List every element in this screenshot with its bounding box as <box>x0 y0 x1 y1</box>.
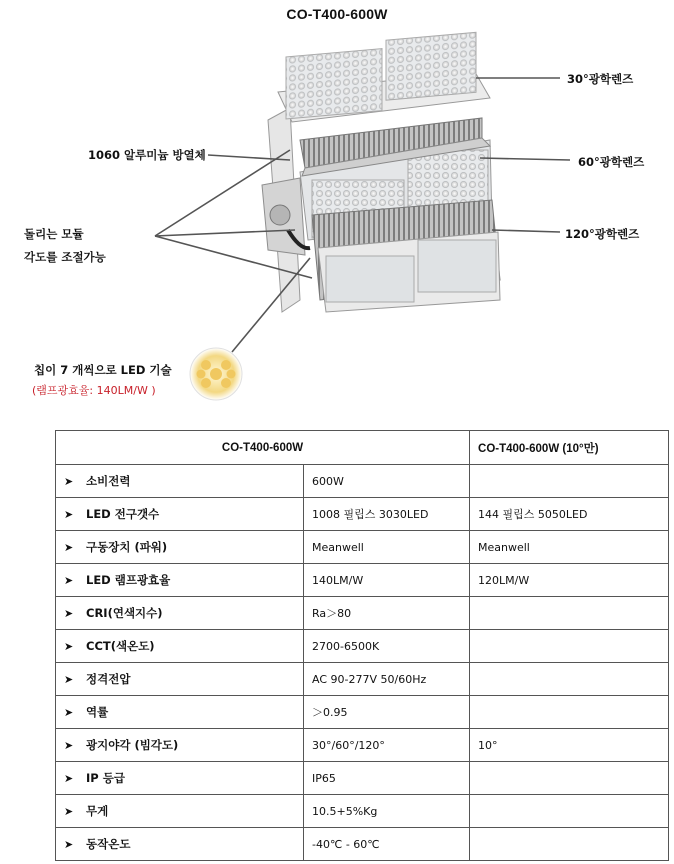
row-value: -40℃ - 60℃ <box>304 828 470 861</box>
bullet-arrow-icon: ➤ <box>64 740 74 752</box>
bullet-arrow-icon: ➤ <box>64 773 74 785</box>
bullet-arrow-icon: ➤ <box>64 542 74 554</box>
table-row <box>56 498 669 531</box>
row-value: 10.5+5%Kg <box>304 795 470 828</box>
label-lens-120: 120°광학렌즈 <box>565 227 640 241</box>
row-value-10deg <box>470 762 669 795</box>
row-label-cell <box>56 828 304 861</box>
row-value-10deg <box>470 663 669 696</box>
table-row <box>56 795 669 828</box>
label-rotate-1: 돌리는 모듈 <box>24 227 84 241</box>
table-row <box>56 597 669 630</box>
label-lens-60: 60°광학렌즈 <box>578 155 645 169</box>
label-chip: 칩이 7 개씩으로 LED 기술 <box>34 363 172 377</box>
row-label: 무게 <box>86 804 109 818</box>
row-label-cell <box>56 762 304 795</box>
spec-table <box>55 430 669 861</box>
bullet-arrow-icon: ➤ <box>64 575 74 587</box>
row-value-10deg: 120LM/W <box>470 564 669 597</box>
bullet-arrow-icon: ➤ <box>64 707 74 719</box>
row-value-10deg <box>470 828 669 861</box>
row-label-cell <box>56 663 304 696</box>
row-label: LED 전구갯수 <box>86 507 160 521</box>
row-label-cell <box>56 465 304 498</box>
table-header-row <box>56 431 669 465</box>
row-value: AC 90-277V 50/60Hz <box>304 663 470 696</box>
label-rotate-2: 각도를 조절가능 <box>24 250 106 264</box>
row-value: Ra＞80 <box>304 597 470 630</box>
row-label-cell <box>56 531 304 564</box>
row-label: 광지야각 (빔각도) <box>86 738 179 752</box>
row-label-cell <box>56 498 304 531</box>
table-row <box>56 663 669 696</box>
row-value-10deg <box>470 630 669 663</box>
row-value: 600W <box>304 465 470 498</box>
row-value-10deg <box>470 696 669 729</box>
row-label: CCT(색온도) <box>86 639 155 653</box>
bullet-arrow-icon: ➤ <box>64 509 74 521</box>
table-row <box>56 762 669 795</box>
bullet-arrow-icon: ➤ <box>64 674 74 686</box>
header-model-10deg: CO-T400-600W (10°만) <box>470 431 669 465</box>
row-value: ＞0.95 <box>304 696 470 729</box>
bullet-arrow-icon: ➤ <box>64 608 74 620</box>
row-value: Meanwell <box>304 531 470 564</box>
row-label-cell <box>56 564 304 597</box>
row-value-10deg: Meanwell <box>470 531 669 564</box>
table-row <box>56 828 669 861</box>
row-label: 역률 <box>86 705 109 719</box>
table-row <box>56 630 669 663</box>
table-row <box>56 696 669 729</box>
row-label: 소비전력 <box>86 474 131 488</box>
led-chip-image <box>190 348 242 400</box>
module-120deg <box>312 200 500 312</box>
row-value-10deg <box>470 597 669 630</box>
row-value: 1008 필립스 3030LED <box>304 498 470 531</box>
bullet-arrow-icon: ➤ <box>64 476 74 488</box>
row-label: 동작온도 <box>86 837 131 851</box>
row-label: LED 램프광효율 <box>86 573 171 587</box>
row-value: 2700-6500K <box>304 630 470 663</box>
label-efficiency: (램프광효율: 140LM/W ) <box>32 384 156 397</box>
row-label-cell <box>56 729 304 762</box>
bullet-arrow-icon: ➤ <box>64 839 74 851</box>
row-value-10deg <box>470 465 669 498</box>
row-label-cell <box>56 696 304 729</box>
mount-bracket <box>262 108 310 312</box>
bullet-arrow-icon: ➤ <box>64 641 74 653</box>
row-value: 30°/60°/120° <box>304 729 470 762</box>
label-lens-30: 30°광학렌즈 <box>567 72 634 86</box>
header-model: CO-T400-600W <box>56 431 470 465</box>
row-label-cell <box>56 795 304 828</box>
row-value-10deg <box>470 795 669 828</box>
table-row <box>56 564 669 597</box>
row-value-10deg: 10° <box>470 729 669 762</box>
row-label-cell <box>56 630 304 663</box>
row-label-cell <box>56 597 304 630</box>
row-label: CRI(연색지수) <box>86 606 163 620</box>
row-value: IP65 <box>304 762 470 795</box>
table-row <box>56 729 669 762</box>
table-row <box>56 465 669 498</box>
table-row <box>56 531 669 564</box>
row-label: IP 등급 <box>86 771 125 785</box>
row-value-10deg: 144 필립스 5050LED <box>470 498 669 531</box>
page-title: CO-T400-600W <box>286 6 388 22</box>
bullet-arrow-icon: ➤ <box>64 806 74 818</box>
row-label: 구동장치 (파워) <box>86 540 168 554</box>
row-label: 정격전압 <box>86 672 131 686</box>
label-heatsink: 1060 알루미늄 방열체 <box>88 148 206 162</box>
row-value: 140LM/W <box>304 564 470 597</box>
